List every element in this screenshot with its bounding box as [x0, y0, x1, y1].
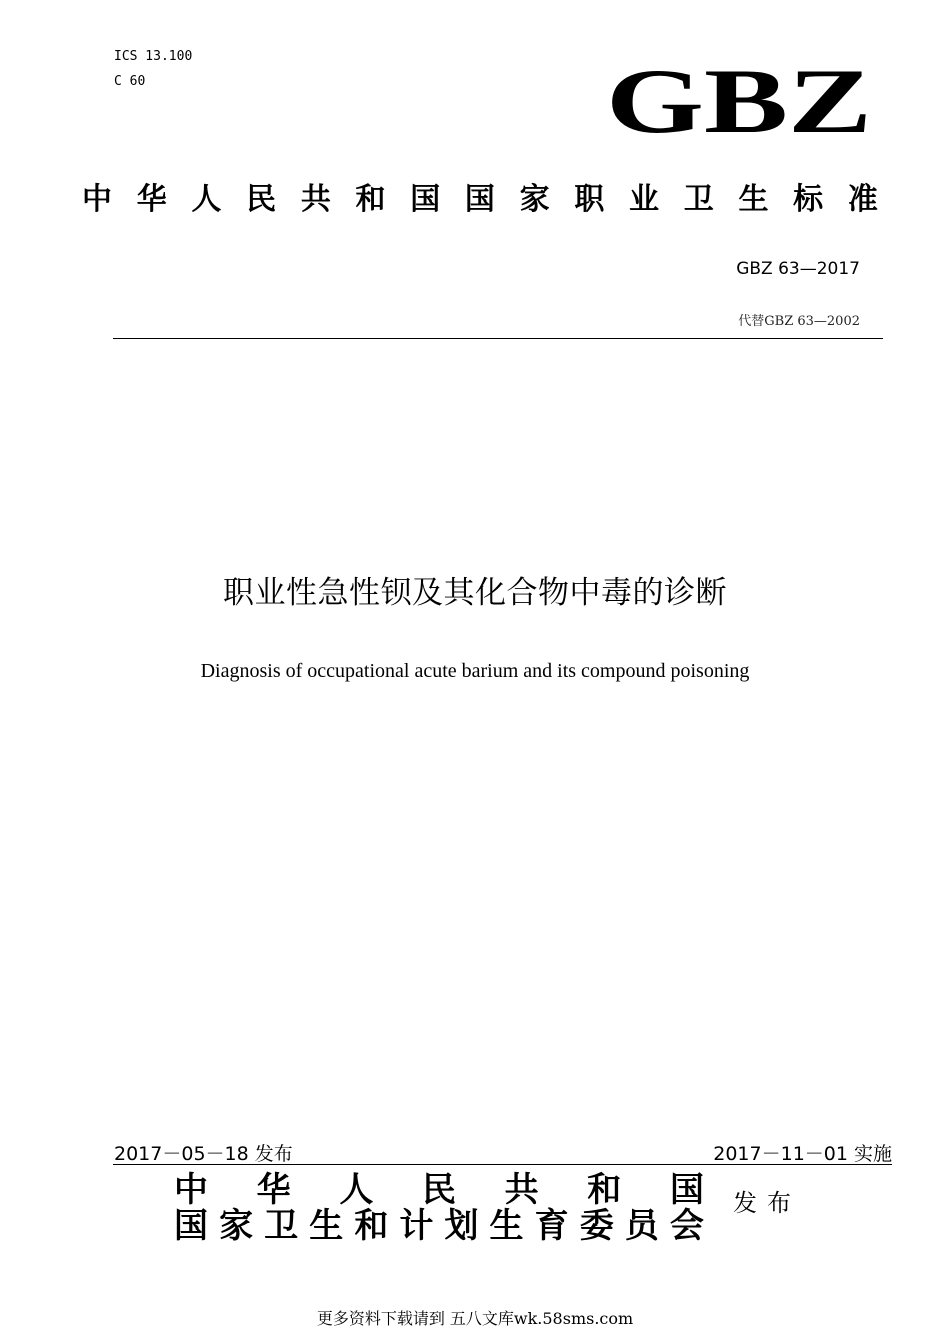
document-title-chinese: 职业性急性钡及其化合物中毒的诊断 [223, 575, 727, 611]
issue-date: 2017－05－18 发布 [114, 1143, 293, 1165]
standard-type-char: 职 [574, 182, 605, 217]
publish-label: 发布 [733, 1189, 801, 1217]
header-divider [113, 338, 883, 339]
issuer-line-2 [174, 1206, 704, 1246]
issuer-char: 华 [256, 1170, 291, 1210]
issuer-char: 家 [219, 1206, 254, 1246]
issuer-char: 员 [624, 1206, 659, 1246]
standard-type-char: 中 [82, 182, 112, 217]
issuer-char: 中 [174, 1170, 208, 1210]
ccs-code: C 60 [114, 74, 146, 89]
standard-type-char: 家 [519, 182, 550, 217]
standard-type-char: 和 [355, 182, 386, 217]
standard-number: GBZ 63—2017 [736, 259, 860, 279]
issuer-char: 生 [489, 1206, 524, 1246]
standard-type-char: 华 [136, 182, 167, 217]
standard-type-char: 业 [629, 182, 660, 217]
issuer-char: 计 [399, 1206, 434, 1246]
issuer-char: 划 [444, 1206, 479, 1246]
issuer-char: 生 [309, 1206, 344, 1246]
replaces-standard: 代替GBZ 63—2002 [738, 314, 860, 329]
standard-type-char: 国 [410, 182, 441, 217]
issuer-char: 人 [339, 1170, 374, 1210]
standard-type-char: 民 [246, 182, 277, 217]
standard-type-char: 共 [300, 182, 331, 217]
issuer-char: 委 [579, 1206, 614, 1246]
standard-type-char: 标 [793, 182, 824, 217]
download-footer-note: 更多资料下载请到 五八文库wk.58sms.com [316, 1309, 634, 1328]
standard-type-char: 生 [738, 182, 769, 217]
standard-type-char: 国 [464, 182, 495, 217]
ics-code: ICS 13.100 [114, 49, 193, 64]
issuer-char: 国 [174, 1206, 208, 1246]
issuer-line-1 [174, 1170, 704, 1210]
standard-type-char: 准 [847, 182, 878, 217]
issuer-char: 民 [421, 1170, 456, 1210]
issuer-char: 国 [669, 1170, 704, 1210]
issuer-char: 育 [534, 1206, 569, 1246]
issuer-char: 和 [354, 1206, 389, 1246]
issuer-char: 共 [504, 1170, 539, 1210]
issuer-char: 卫 [264, 1206, 299, 1246]
standard-type-title [82, 178, 878, 222]
issuer-char: 和 [587, 1170, 622, 1210]
issuer-char: 会 [669, 1206, 704, 1246]
gbz-logo-text: GBZ [606, 52, 872, 142]
standard-type-char: 卫 [683, 182, 714, 217]
document-title-english: Diagnosis of occupational acute barium and its compound poisoning [200, 660, 750, 682]
footer-divider [113, 1164, 892, 1165]
standard-type-char: 人 [191, 182, 222, 217]
implementation-date: 2017－11－01 实施 [713, 1143, 892, 1165]
gbz-logo [603, 52, 875, 142]
